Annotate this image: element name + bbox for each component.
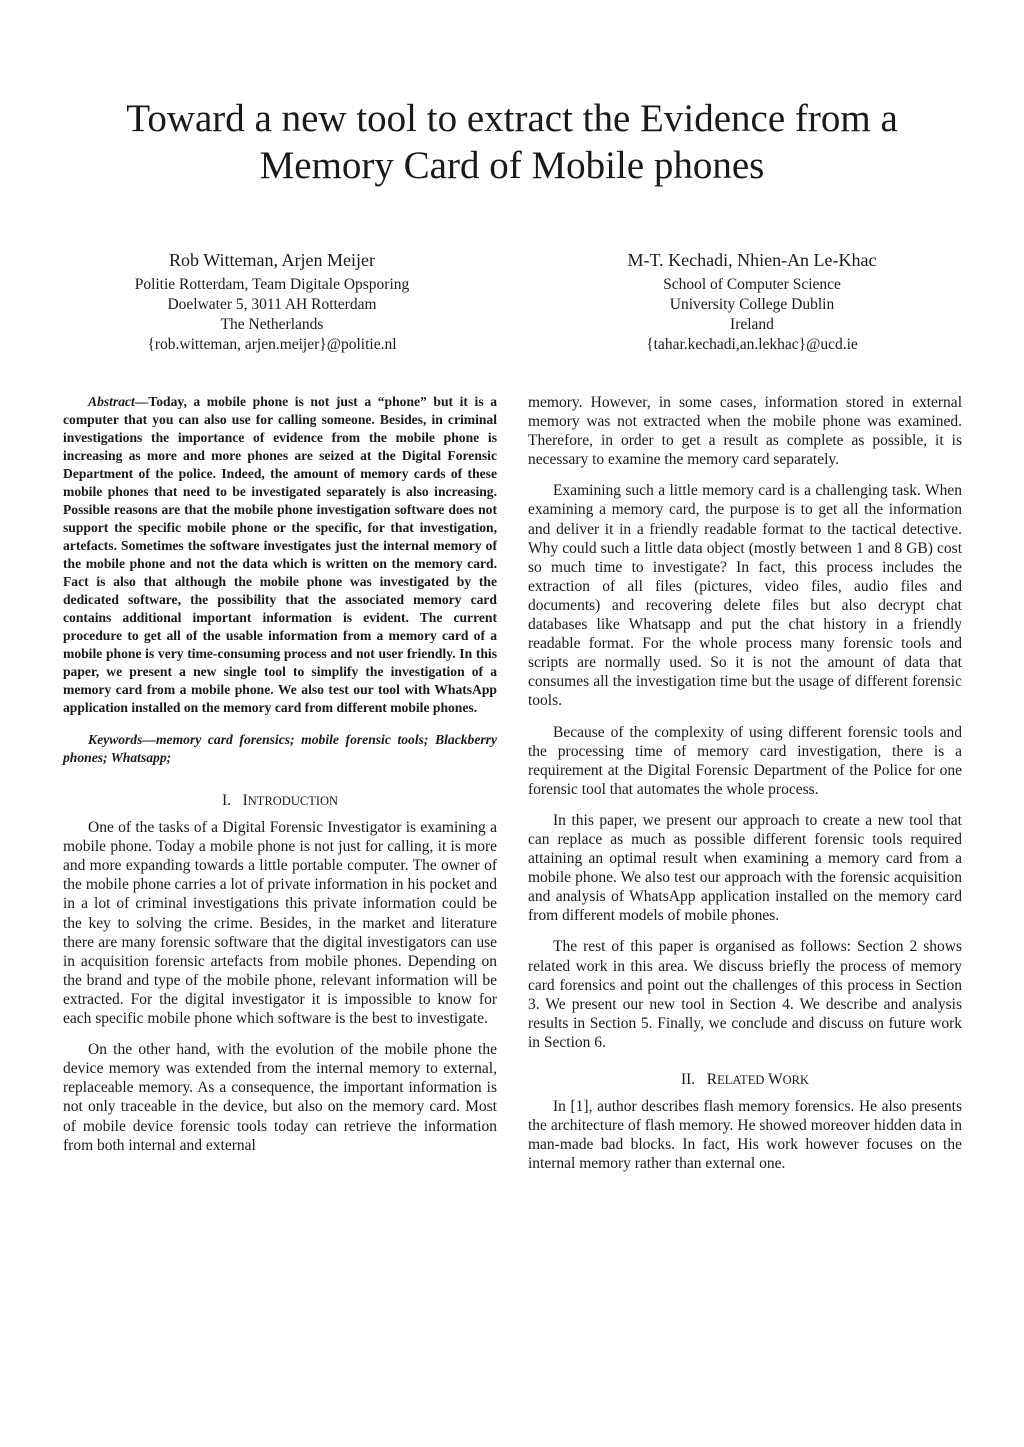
left-column [63, 393, 497, 1167]
country-line: The Netherlands [220, 316, 324, 333]
keywords: Keywords—memory card forensics; mobile forensic tools; Blackberry phones; Whatsapp; [63, 732, 497, 765]
author-block-left [62, 248, 482, 355]
paragraph: On the other hand, with the evolution of the mobile phone the device memory was extended from the internal memory to external, replaceable memory. As a consequence, the important information is not only traceable in the device, but also on the memory card. Most of mobile device forensic tools today can retrieve the information from both internal and external [63, 1041, 497, 1154]
paragraph: Because of the complexity of using different forensic tools and the processing time of memory card investigation, there is a requirement at the Digital Forensic Department of the Police for one forensic tool that automates the whole process. [528, 723, 962, 798]
address-line: Doelwater 5, 3011 AH Rotterdam [167, 296, 377, 313]
section-heading-introduction [63, 791, 497, 811]
paragraph: Examining such a little memory card is a challenging task. When examining a memory card, the purpose is to get all the information and deliver it in a friendly readable format to the tactical detective. Why could such a little data object (mostly between 1 and 8 GB) cost so much time to investigate? In fact, this process includes the extraction of all files (pictures, video files, audio files and documents) and recovering delete files but also decrypt chat databases like Whatsapp and put the chat history in a friendly readable format. For the whole process many forensic tools and scripts are normally used. So it is not the amount of data that consumes all the investigation time but the usage of different forensic tools. [528, 482, 962, 710]
right-column [528, 393, 962, 1185]
paragraph-continuation: memory. However, in some cases, information stored in external memory was not extracted when the mobile phone was examined. Therefore, in order to get a result as complete as possible, it is necessary to examine the memory card separately. [528, 394, 962, 469]
address-line: University College Dublin [669, 296, 835, 313]
abstract [63, 393, 497, 717]
abstract-label: Abstract— [88, 394, 149, 409]
section-title-initial: I [242, 792, 248, 809]
affiliation-line: School of Computer Science [663, 276, 841, 293]
email-line: {tahar.kechadi,an.lekhac}@ucd.ie [646, 336, 858, 353]
paper-title: Toward a new tool to extract the Evidence from a Memory Card of Mobile phones [126, 97, 898, 187]
section-title-rest: ELATED [717, 1073, 765, 1087]
author-names: Rob Witteman, Arjen Meijer [169, 250, 375, 270]
section-title-rest: NTRODUCTION [247, 794, 339, 808]
paragraph: In [1], author describes flash memory forensics. He also presents the architecture of flash memory. He showed moreover hidden data in man-made bad blocks. In fact, His work however focuses on the internal memory rather than external one. [528, 1098, 962, 1173]
author-block-right [542, 248, 962, 355]
affiliation-line: Politie Rotterdam, Team Digitale Opsporing [134, 276, 410, 293]
section-title-initial: W [767, 1071, 783, 1088]
country-line: Ireland [730, 316, 774, 333]
section-heading-related-work [528, 1070, 962, 1090]
section-title-initial: R [706, 1071, 718, 1088]
email-line: {rob.witteman, arjen.meijer}@politie.nl [147, 336, 397, 353]
author-names: M-T. Kechadi, Nhien-An Le-Khac [627, 250, 877, 270]
paragraph: One of the tasks of a Digital Forensic Investigator is examining a mobile phone. Today a mobile phone is not just for calling, it is more and more expanding towards a little portable computer. The owner of the mobile phone carries a lot of private information in his pocket and in a lot of criminal investigations this private information could be the key to solving the crime. Besides, in the market and literature there are many forensic software that the digital investigators can use in acquisition forensic artefacts from mobile phones. Depending on the brand and type of the mobile phone, relevant information will be extracted. For the digital investigator it is impossible to know for each specific mobile phone which software is the best to investigate. [63, 819, 497, 1028]
abstract-text: Today, a mobile phone is not just a “phone” but it is a computer that you can also use for calling someone. Besides, in criminal investigations the importance of evidence from the mobile phone is increasing as more and more phones are seized at the Digital Forensic Department of the police. Indeed, the amount of memory cards of these mobile phones that need to be investigated separately is also increasing. Possible reasons are that the mobile phone investigation software does not support the specific mobile phone or the specific, for that investigation, artefacts. Sometimes the software investigates just the internal memory of the mobile phone and not the data which is written on the memory card. Fact is also that although the mobile phone was investigated by the dedicated software, the possibility that the associated memory card contains additional important information is evident. The current procedure to get all of the usable information from a memory card of a mobile phone is very time-consuming process and not user friendly. In this paper, we present a new single tool to simplify the investigation of a memory card from a mobile phone. We also test our tool with WhatsApp application installed on the memory card from different mobile phones. [63, 394, 497, 715]
paragraph: In this paper, we present our approach to create a new tool that can replace as much as possible different forensic tools required attaining an optimal result when examining a memory card from a mobile phone. We also test our approach with the forensic acquisition and analysis of WhatsApp application installed on the memory card from different models of mobile phones. [528, 811, 962, 925]
section-number: I. [221, 792, 231, 809]
section-title-rest: ORK [782, 1073, 810, 1087]
paragraph: The rest of this paper is organised as follows: Section 2 shows related work in this area. We discuss briefly the process of memory card forensics and point out the challenges of this process in Section 3. We present our new tool in Section 4. We describe and analysis results in Section 5. Finally, we conclude and discuss on future work in Section 6. [528, 938, 962, 1051]
section-number: II. [680, 1071, 696, 1088]
